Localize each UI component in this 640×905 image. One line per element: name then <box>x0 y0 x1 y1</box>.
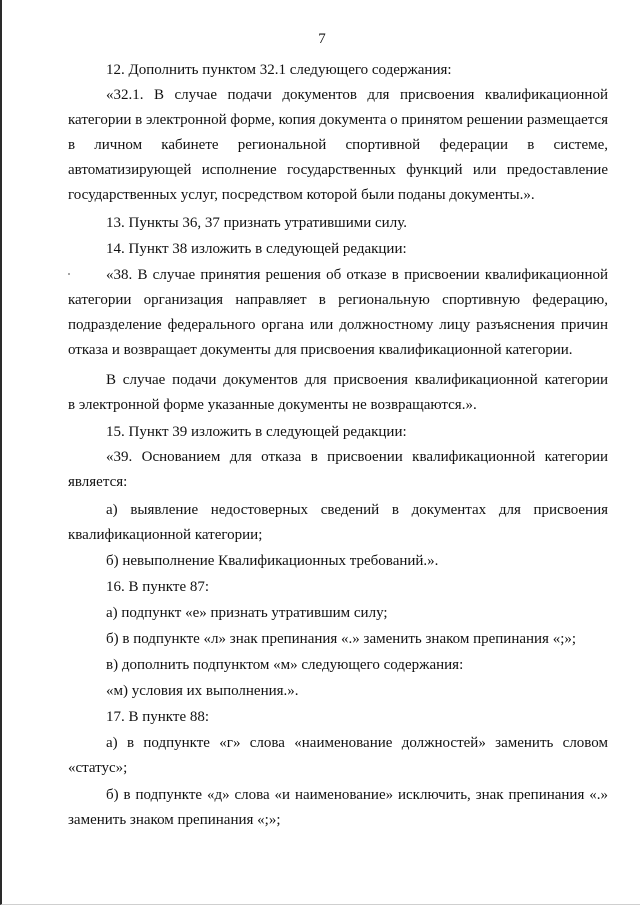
paragraph-item-14 <box>68 237 608 262</box>
paragraph-38 <box>68 263 608 363</box>
paragraph-16-c <box>68 653 608 678</box>
text-line: государственных услуг, посредством которой были поданы документы.». <box>68 187 535 203</box>
paragraph-39-a <box>68 498 608 548</box>
text-line: 14. Пункт 38 изложить в следующей редакции: <box>106 241 407 257</box>
text-line: категории организация направляет в региональную спортивную федерацию, <box>68 292 608 308</box>
paragraph-item-17 <box>68 705 608 730</box>
text-line: отказа и возвращает документы для присвоения квалификационной категории. <box>68 342 573 358</box>
text-line: в) дополнить подпунктом «м» следующего содержания: <box>106 657 464 673</box>
text-line: «32.1. В случае подачи документов для присвоения квалификационной <box>106 87 608 103</box>
paragraph-32-1 <box>68 83 608 208</box>
text-line: является: <box>68 474 128 490</box>
text-line: «статус»; <box>68 760 128 776</box>
text-line: категории в электронной форме, копия документа о принятом решении размещается <box>68 112 609 128</box>
text-line: «м) условия их выполнения.». <box>106 683 299 699</box>
text-line: а) подпункт «е» признать утратившим силу; <box>106 605 388 621</box>
text-line: в электронной форме указанные документы не возвращаются.». <box>68 397 477 413</box>
paragraph-38-second <box>68 368 608 418</box>
text-line: а) в подпункте «г» слова «наименование должностей» заменить словом <box>106 735 608 751</box>
paragraph-item-15 <box>68 420 608 445</box>
paragraph-item-12 <box>68 58 608 83</box>
text-line: в личном кабинете региональной спортивной федерации в системе, <box>68 137 608 153</box>
paragraph-17-b <box>68 783 608 833</box>
text-line: а) выявление недостоверных сведений в документах для присвоения <box>106 502 608 518</box>
paragraph-item-13 <box>68 211 608 236</box>
text-line: квалификационной категории; <box>68 527 263 543</box>
paragraph-16-b <box>68 627 608 652</box>
text-line: 16. В пункте 87: <box>106 579 210 595</box>
paragraph-16-a <box>68 601 608 626</box>
paragraph-17-a <box>68 731 608 781</box>
page-number: 7 <box>318 31 326 47</box>
text-line: б) в подпункте «л» знак препинания «.» заменить знаком препинания «;»; <box>106 631 577 647</box>
text-line: подразделение федерального органа или должностному лицу разъяснения причин <box>68 317 608 333</box>
text-line: заменить знаком препинания «;»; <box>68 812 281 828</box>
text-line: «38. В случае принятия решения об отказе в присвоении квалификационной <box>106 267 608 283</box>
paragraph-39 <box>68 445 608 495</box>
text-line: б) невыполнение Квалификационных требований.». <box>106 553 439 569</box>
paragraph-16-m <box>68 679 608 704</box>
text-line: 15. Пункт 39 изложить в следующей редакции: <box>106 424 407 440</box>
text-line: 17. В пункте 88: <box>106 709 210 725</box>
text-line: 13. Пункты 36, 37 признать утратившими силу. <box>106 215 407 231</box>
text-line: автоматизирующей исполнение государственных функций или предоставление <box>68 162 608 178</box>
paragraph-item-16 <box>68 575 608 600</box>
text-line: «39. Основанием для отказа в присвоении квалификационной категории <box>106 449 608 465</box>
paragraph-39-b <box>68 549 608 574</box>
text-line: 12. Дополнить пунктом 32.1 следующего содержания: <box>106 62 452 78</box>
text-line: б) в подпункте «д» слова «и наименование» исключить, знак препинания «.» <box>106 787 608 803</box>
text-line: В случае подачи документов для присвоения квалификационной категории <box>106 372 608 388</box>
